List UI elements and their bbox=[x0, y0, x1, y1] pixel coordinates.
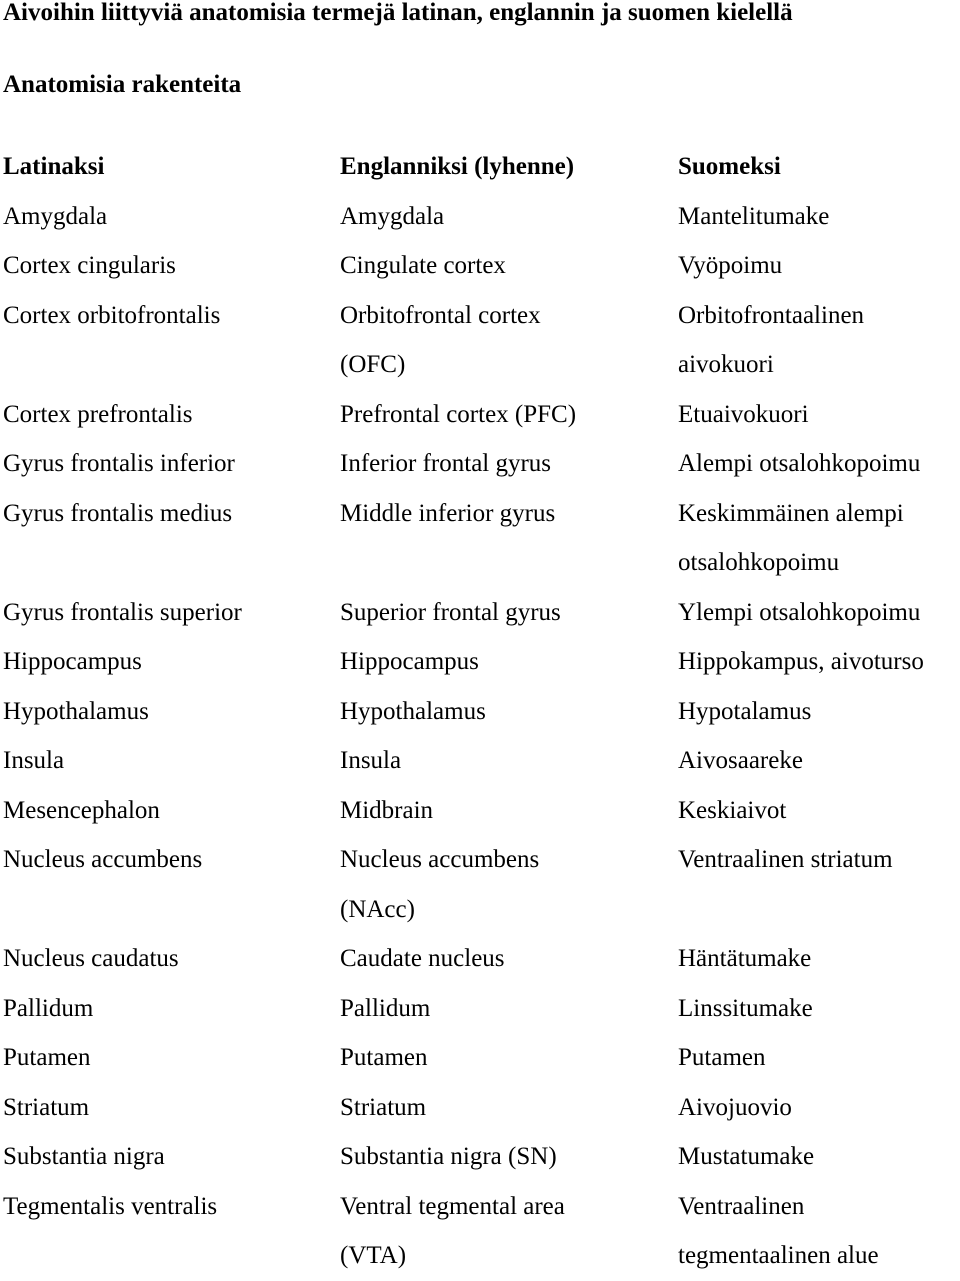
cell-finnish bbox=[678, 786, 960, 836]
cell-latin-line: Amygdala bbox=[3, 202, 108, 230]
cell-latin bbox=[3, 1182, 340, 1232]
cell-english-line: Cingulate cortex bbox=[340, 252, 506, 279]
table-row bbox=[3, 835, 960, 934]
cell-latin-line: Mesencephalon bbox=[3, 796, 160, 824]
cell-finnish-line: tegmentaalinen alue bbox=[678, 1242, 879, 1269]
cell-latin-line: Cortex cingularis bbox=[3, 252, 176, 279]
cell-finnish bbox=[678, 291, 960, 390]
cell-latin bbox=[3, 1033, 340, 1083]
cell-english-line: Putamen bbox=[340, 1044, 428, 1071]
cell-latin bbox=[3, 934, 340, 984]
cell-english bbox=[340, 390, 678, 440]
cell-latin-line: Gyrus frontalis superior bbox=[3, 598, 242, 626]
cell-latin bbox=[3, 291, 340, 341]
cell-finnish bbox=[678, 835, 960, 885]
cell-english-line: (VTA) bbox=[340, 1242, 407, 1269]
cell-finnish-line: Ventraalinen striatum bbox=[678, 846, 893, 873]
cell-finnish bbox=[678, 1182, 960, 1281]
cell-english bbox=[340, 786, 678, 836]
cell-english-line: Orbitofrontal cortex bbox=[340, 301, 541, 329]
cell-latin-line: Insula bbox=[3, 747, 65, 774]
cell-finnish-line: Mustatumake bbox=[678, 1143, 815, 1170]
cell-latin-line: Substantia nigra bbox=[3, 1143, 165, 1170]
table-row bbox=[3, 687, 960, 737]
table-row bbox=[3, 786, 960, 836]
table-row bbox=[3, 439, 960, 489]
cell-english-line: Nucleus accumbens bbox=[340, 846, 540, 873]
cell-finnish-line: Ventraalinen bbox=[678, 1192, 805, 1220]
cell-finnish-line: Orbitofrontaalinen bbox=[678, 301, 865, 329]
cell-english-line: Middle inferior gyrus bbox=[340, 499, 556, 527]
cell-latin bbox=[3, 241, 340, 291]
table-row bbox=[3, 1182, 960, 1281]
cell-latin-line: Hippocampus bbox=[3, 648, 142, 675]
cell-latin-line: Hypothalamus bbox=[3, 697, 149, 725]
cell-latin bbox=[3, 588, 340, 638]
cell-finnish-line: Hypotalamus bbox=[678, 697, 812, 725]
cell-latin bbox=[3, 1132, 340, 1182]
cell-finnish bbox=[678, 439, 960, 489]
cell-latin bbox=[3, 192, 340, 242]
cell-english bbox=[340, 291, 678, 390]
table-body bbox=[3, 192, 960, 1281]
cell-english-line: (NAcc) bbox=[340, 895, 415, 923]
cell-latin-line: Nucleus caudatus bbox=[3, 945, 179, 972]
cell-english-line: Inferior frontal gyrus bbox=[340, 450, 552, 477]
cell-finnish bbox=[678, 489, 960, 588]
cell-english bbox=[340, 984, 678, 1034]
cell-latin bbox=[3, 390, 340, 440]
cell-latin-line: Gyrus frontalis medius bbox=[3, 499, 233, 527]
table-row bbox=[3, 1132, 960, 1182]
cell-finnish-line: Putamen bbox=[678, 1044, 766, 1071]
cell-english-line: (OFC) bbox=[340, 351, 406, 378]
cell-latin bbox=[3, 1083, 340, 1133]
cell-english-line: Striatum bbox=[340, 1093, 427, 1121]
cell-finnish-line: Aivosaareke bbox=[678, 747, 803, 774]
cell-finnish bbox=[678, 241, 960, 291]
cell-english-line: Pallidum bbox=[340, 994, 431, 1022]
cell-finnish bbox=[678, 1132, 960, 1182]
cell-latin-line: Cortex orbitofrontalis bbox=[3, 301, 221, 329]
cell-finnish bbox=[678, 1083, 960, 1133]
table-row bbox=[3, 588, 960, 638]
cell-finnish-line: Keskimmäinen alempi bbox=[678, 499, 904, 527]
cell-latin-line: Gyrus frontalis inferior bbox=[3, 450, 235, 477]
table-row bbox=[3, 1083, 960, 1133]
cell-finnish bbox=[678, 192, 960, 242]
cell-english bbox=[340, 1083, 678, 1133]
cell-finnish bbox=[678, 390, 960, 440]
cell-english bbox=[340, 736, 678, 786]
table-row bbox=[3, 736, 960, 786]
table-row bbox=[3, 984, 960, 1034]
cell-english-line: Substantia nigra (SN) bbox=[340, 1143, 557, 1170]
cell-english-line: Hippocampus bbox=[340, 648, 479, 675]
cell-english bbox=[340, 835, 678, 934]
cell-english-line: Insula bbox=[340, 747, 402, 774]
cell-latin-line: Cortex prefrontalis bbox=[3, 400, 193, 428]
cell-finnish bbox=[678, 637, 960, 687]
cell-english bbox=[340, 588, 678, 638]
cell-finnish-line: Vyöpoimu bbox=[678, 252, 783, 279]
cell-finnish bbox=[678, 1033, 960, 1083]
cell-english bbox=[340, 241, 678, 291]
cell-latin-line: Putamen bbox=[3, 1044, 91, 1071]
cell-english bbox=[340, 1033, 678, 1083]
cell-finnish-line: Häntätumake bbox=[678, 945, 812, 972]
terms-table bbox=[3, 142, 960, 1281]
cell-finnish-line: Mantelitumake bbox=[678, 202, 830, 230]
table-row bbox=[3, 241, 960, 291]
cell-latin bbox=[3, 637, 340, 687]
cell-latin-line: Pallidum bbox=[3, 994, 94, 1022]
table-row bbox=[3, 489, 960, 588]
cell-english-line: Hypothalamus bbox=[340, 697, 486, 725]
header-english: Englanniksi (lyhenne) bbox=[340, 153, 575, 180]
cell-latin bbox=[3, 786, 340, 836]
cell-finnish-line: Ylempi otsalohkopoimu bbox=[678, 598, 921, 626]
cell-english bbox=[340, 1182, 678, 1281]
cell-english-line: Amygdala bbox=[340, 202, 445, 230]
page-title: Aivoihin liittyviä anatomisia termejä latinan, englannin ja suomen kielellä bbox=[3, 0, 793, 26]
cell-latin bbox=[3, 489, 340, 539]
table-row bbox=[3, 1033, 960, 1083]
cell-english bbox=[340, 687, 678, 737]
cell-latin-line: Nucleus accumbens bbox=[3, 846, 203, 873]
cell-finnish bbox=[678, 588, 960, 638]
header-latin: Latinaksi bbox=[3, 153, 105, 180]
cell-latin bbox=[3, 687, 340, 737]
cell-english-line: Prefrontal cortex (PFC) bbox=[340, 400, 577, 428]
table-header-row bbox=[3, 142, 960, 192]
cell-finnish bbox=[678, 934, 960, 984]
table-row bbox=[3, 934, 960, 984]
cell-english bbox=[340, 934, 678, 984]
cell-finnish bbox=[678, 687, 960, 737]
cell-english-line: Superior frontal gyrus bbox=[340, 598, 561, 626]
cell-finnish-line: otsalohkopoimu bbox=[678, 549, 840, 576]
cell-finnish-line: Etuaivokuori bbox=[678, 400, 809, 428]
cell-finnish-line: Aivojuovio bbox=[678, 1093, 792, 1121]
cell-english bbox=[340, 1132, 678, 1182]
cell-latin-line: Tegmentalis ventralis bbox=[3, 1192, 218, 1220]
cell-latin bbox=[3, 835, 340, 885]
cell-latin-line: Striatum bbox=[3, 1093, 90, 1121]
cell-finnish-line: Keskiaivot bbox=[678, 796, 787, 824]
cell-finnish bbox=[678, 736, 960, 786]
cell-latin bbox=[3, 984, 340, 1034]
cell-english bbox=[340, 439, 678, 489]
table-row bbox=[3, 637, 960, 687]
table-row bbox=[3, 192, 960, 242]
header-finnish: Suomeksi bbox=[678, 153, 781, 180]
cell-english bbox=[340, 637, 678, 687]
cell-finnish-line: Linssitumake bbox=[678, 994, 813, 1022]
cell-finnish bbox=[678, 984, 960, 1034]
table-row bbox=[3, 291, 960, 390]
cell-english-line: Caudate nucleus bbox=[340, 945, 505, 972]
section-title: Anatomisia rakenteita bbox=[3, 71, 242, 98]
cell-english-line: Midbrain bbox=[340, 796, 434, 824]
cell-finnish-line: Alempi otsalohkopoimu bbox=[678, 450, 921, 477]
cell-english bbox=[340, 489, 678, 539]
cell-finnish-line: aivokuori bbox=[678, 351, 774, 378]
cell-latin bbox=[3, 736, 340, 786]
cell-latin bbox=[3, 439, 340, 489]
cell-english-line: Ventral tegmental area bbox=[340, 1192, 565, 1220]
cell-english bbox=[340, 192, 678, 242]
table-row bbox=[3, 390, 960, 440]
cell-finnish-line: Hippokampus, aivoturso bbox=[678, 648, 924, 675]
